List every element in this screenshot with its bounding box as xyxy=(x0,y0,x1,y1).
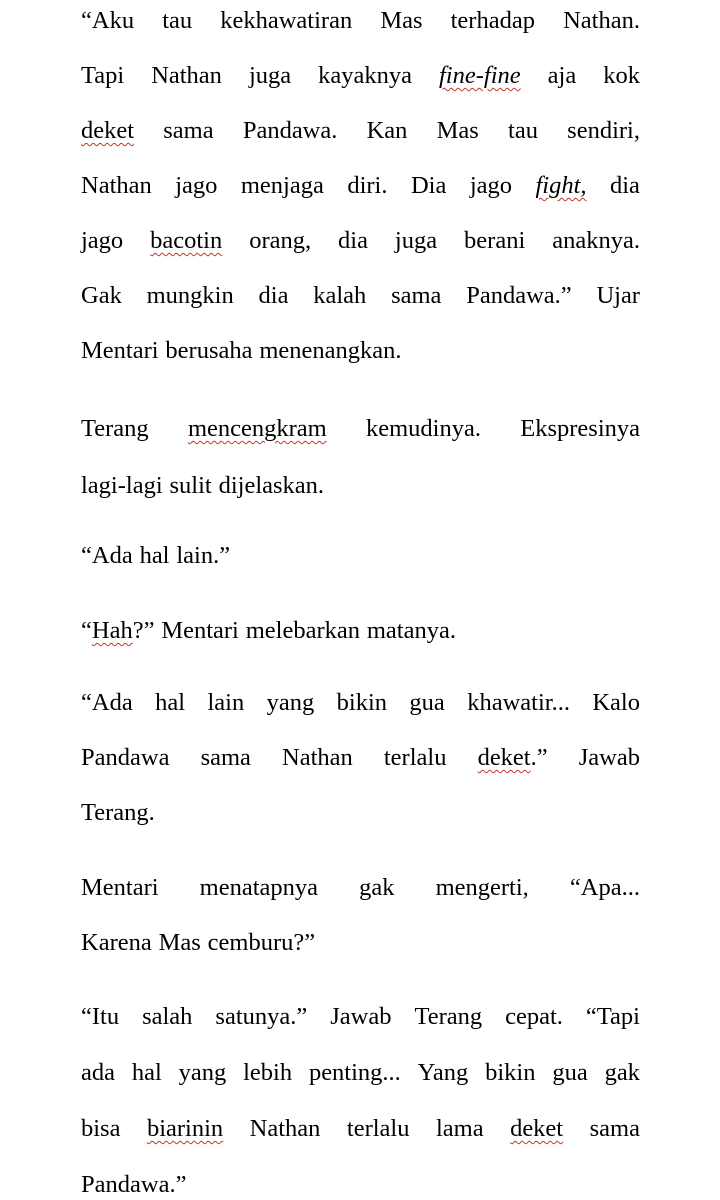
word-group xyxy=(179,1058,227,1088)
word: berusaha xyxy=(165,337,253,364)
word: Terang xyxy=(414,1003,483,1030)
word: dia xyxy=(258,282,289,309)
word: “Ada xyxy=(81,689,133,716)
word: Tapi xyxy=(81,62,125,89)
word: “Tapi xyxy=(585,1003,640,1030)
word-group xyxy=(81,743,169,773)
word: kemudinya. xyxy=(365,415,481,442)
word-group xyxy=(81,414,149,444)
word-group xyxy=(347,1114,410,1144)
word-group xyxy=(510,1114,563,1144)
text-line xyxy=(81,6,640,36)
word-group xyxy=(81,688,133,718)
word-group xyxy=(259,336,401,366)
word: gak xyxy=(604,1059,640,1086)
misspelled-word: fine-fine xyxy=(439,62,521,89)
word: sulit xyxy=(169,472,212,499)
word: matanya. xyxy=(366,617,456,644)
word: gua xyxy=(409,689,445,716)
word: sama xyxy=(589,1115,640,1142)
word: gua xyxy=(552,1059,588,1086)
word: sama xyxy=(391,282,442,309)
word: terlalu xyxy=(383,744,447,771)
word: tau xyxy=(162,7,193,34)
word: Pandawa.” xyxy=(81,1171,187,1198)
word-group xyxy=(411,171,446,201)
word-group xyxy=(81,171,152,201)
text-line xyxy=(81,414,640,444)
word-group xyxy=(563,6,640,36)
word: kekhawatiran xyxy=(220,7,353,34)
text-line xyxy=(81,743,640,773)
word-group xyxy=(366,414,481,444)
word: lain xyxy=(207,689,245,716)
word: Dia xyxy=(410,172,447,199)
word: “Ada xyxy=(81,542,133,569)
text-line xyxy=(81,226,640,256)
word: ?” xyxy=(132,617,155,644)
word: juga xyxy=(394,227,438,254)
word: .” xyxy=(530,744,548,771)
word: bikin xyxy=(485,1059,536,1086)
word: jago xyxy=(469,172,512,199)
word-group xyxy=(200,873,318,903)
word: cepat. xyxy=(505,1003,563,1030)
word-group xyxy=(309,1058,401,1088)
word-group xyxy=(259,281,289,311)
misspelled-word: deket xyxy=(477,744,531,771)
misspelled-word: Hah xyxy=(91,617,133,644)
word: Jawab xyxy=(330,1003,392,1030)
word: jago xyxy=(81,227,124,254)
word-group xyxy=(243,1058,292,1088)
word-group xyxy=(414,1002,482,1032)
word: ada xyxy=(81,1059,115,1086)
word-group xyxy=(313,281,366,311)
word: Nathan xyxy=(81,172,152,199)
word: Pandawa xyxy=(81,744,170,771)
word-group xyxy=(81,541,133,571)
word: cemburu?” xyxy=(207,929,316,956)
word: Terang xyxy=(81,415,149,442)
word-group xyxy=(586,1002,640,1032)
word-group xyxy=(610,171,640,201)
word: Pandawa.” xyxy=(466,282,572,309)
word: bikin xyxy=(336,689,388,716)
word: melebarkan xyxy=(245,617,361,644)
word: orang, xyxy=(249,227,312,254)
word-group xyxy=(147,1114,223,1144)
word-group xyxy=(552,1058,587,1088)
word-group xyxy=(162,6,192,36)
word-group xyxy=(249,226,311,256)
text-line xyxy=(81,116,640,146)
word-group xyxy=(464,226,525,256)
misspelled-word: mencengkram xyxy=(187,415,327,442)
text-line xyxy=(81,688,640,718)
word: kayaknya xyxy=(318,62,412,89)
word-group xyxy=(436,873,529,903)
word-group xyxy=(81,1170,186,1200)
word: jago xyxy=(175,172,218,199)
word-group xyxy=(467,688,570,718)
misspelled-word: fight, xyxy=(535,172,587,199)
word-group xyxy=(161,616,239,646)
word-group xyxy=(163,116,213,146)
text-line xyxy=(81,1002,640,1032)
word: anaknya. xyxy=(552,227,640,254)
word-group xyxy=(592,688,640,718)
word-group xyxy=(81,61,124,91)
misspelled-word: deket xyxy=(81,117,135,144)
word-group xyxy=(147,281,234,311)
word: sendiri, xyxy=(567,117,640,144)
word-group xyxy=(81,471,163,501)
word-group xyxy=(409,688,444,718)
word-group xyxy=(603,61,640,91)
word-group xyxy=(590,1114,640,1144)
word-group xyxy=(140,541,170,571)
text-line xyxy=(81,1114,640,1144)
word-group xyxy=(439,61,521,91)
text-line xyxy=(81,1170,640,1200)
word: salah xyxy=(142,1003,193,1030)
word: dia xyxy=(338,227,368,254)
word: “ xyxy=(81,617,92,644)
word-group xyxy=(570,873,640,903)
text-line xyxy=(81,541,640,571)
word-group xyxy=(505,1002,563,1032)
word-group xyxy=(384,743,447,773)
word: Nathan xyxy=(282,744,353,771)
word: Jawab xyxy=(578,744,640,771)
word: kok xyxy=(603,62,640,89)
word-group xyxy=(552,226,640,256)
word: hal xyxy=(139,542,170,569)
word-group xyxy=(367,116,408,146)
word: Mentari xyxy=(161,617,239,644)
word: sama xyxy=(200,744,251,771)
word: tau xyxy=(508,117,538,144)
word-group xyxy=(380,6,422,36)
word-group xyxy=(436,1114,484,1144)
word-group xyxy=(249,61,291,91)
word-group xyxy=(165,336,252,366)
word-group xyxy=(243,116,338,146)
text-line xyxy=(81,798,640,828)
word: Nathan xyxy=(151,62,222,89)
word: mengerti, xyxy=(435,874,529,901)
word: dia xyxy=(609,172,640,199)
word-group xyxy=(391,281,441,311)
word: Pandawa. xyxy=(242,117,338,144)
word-group xyxy=(188,414,327,444)
word: lagi-lagi xyxy=(81,472,163,499)
word: terhadap xyxy=(450,7,535,34)
word-group xyxy=(159,928,201,958)
word-group xyxy=(81,281,122,311)
text-line xyxy=(81,61,640,91)
word-group xyxy=(81,928,152,958)
word-group xyxy=(81,798,155,828)
word: “Aku xyxy=(81,7,135,34)
word-group xyxy=(548,61,577,91)
word: Mas xyxy=(380,7,423,34)
word: lain.” xyxy=(176,542,231,569)
word-group xyxy=(150,226,222,256)
text-line xyxy=(81,928,640,958)
word: Ekspresinya xyxy=(520,415,640,442)
word-group xyxy=(579,743,640,773)
word: Mas xyxy=(158,929,201,956)
misspelled-word: biarinin xyxy=(146,1115,224,1142)
word: bisa xyxy=(81,1115,121,1142)
word-group xyxy=(81,1058,115,1088)
word-group xyxy=(176,541,230,571)
word-group xyxy=(81,616,154,646)
text-line xyxy=(81,281,640,311)
word: berani xyxy=(464,227,526,254)
word: sama xyxy=(163,117,214,144)
word: yang xyxy=(266,689,315,716)
word: hal xyxy=(155,689,186,716)
word-group xyxy=(81,6,134,36)
text-line xyxy=(81,471,640,501)
word-group xyxy=(246,616,360,646)
word: Nathan. xyxy=(563,7,640,34)
word: kalah xyxy=(313,282,367,309)
word-group xyxy=(132,1058,162,1088)
word: satunya.” xyxy=(215,1003,308,1030)
word: penting... xyxy=(308,1059,401,1086)
misspelled-word: deket xyxy=(510,1115,564,1142)
word-group xyxy=(250,1114,321,1144)
word: Kalo xyxy=(592,689,640,716)
word: Mentari xyxy=(81,337,159,364)
word-group xyxy=(219,471,324,501)
word-group xyxy=(241,171,324,201)
word: lebih xyxy=(243,1059,293,1086)
word-group xyxy=(520,414,640,444)
word: khawatir... xyxy=(467,689,570,716)
word: lama xyxy=(435,1115,484,1142)
word-group xyxy=(175,171,217,201)
word-group xyxy=(567,116,640,146)
word-group xyxy=(338,226,368,256)
word-group xyxy=(347,171,387,201)
word-group xyxy=(330,1002,391,1032)
word-group xyxy=(142,1002,192,1032)
word: juga xyxy=(248,62,292,89)
word-group xyxy=(337,688,387,718)
word: hal xyxy=(131,1059,162,1086)
word-group xyxy=(81,336,159,366)
word-group xyxy=(207,688,244,718)
word-group xyxy=(437,116,479,146)
word-group xyxy=(81,1002,119,1032)
word: Gak xyxy=(81,282,122,309)
word-group xyxy=(596,281,640,311)
word: Terang. xyxy=(81,799,155,826)
word-group xyxy=(451,6,535,36)
word: aja xyxy=(547,62,577,89)
word-group xyxy=(267,688,315,718)
word-group xyxy=(208,928,315,958)
word-group xyxy=(170,471,212,501)
word: menenangkan. xyxy=(259,337,402,364)
word-group xyxy=(81,116,134,146)
word: “Itu xyxy=(81,1003,120,1030)
word: dijelaskan. xyxy=(218,472,325,499)
word-group xyxy=(418,1058,469,1088)
text-line xyxy=(81,171,640,201)
word-group xyxy=(508,116,538,146)
word: “Apa... xyxy=(569,874,640,901)
word: mungkin xyxy=(146,282,234,309)
word: Mentari xyxy=(81,874,159,901)
text-line xyxy=(81,616,640,646)
text-line xyxy=(81,1058,640,1088)
word: Yang xyxy=(417,1059,469,1086)
word-group xyxy=(151,61,222,91)
word-group xyxy=(359,873,394,903)
word-group xyxy=(155,688,185,718)
word: menjaga xyxy=(240,172,324,199)
word: Karena xyxy=(81,929,152,956)
word-group xyxy=(478,743,548,773)
word: Mas xyxy=(436,117,479,144)
word-group xyxy=(220,6,352,36)
word: Ujar xyxy=(596,282,640,309)
word-group xyxy=(318,61,412,91)
word-group xyxy=(466,281,571,311)
word-group xyxy=(282,743,353,773)
word-group xyxy=(470,171,512,201)
word-group xyxy=(367,616,456,646)
word: Nathan xyxy=(249,1115,321,1142)
word-group xyxy=(605,1058,640,1088)
word-group xyxy=(215,1002,307,1032)
word: yang xyxy=(178,1059,227,1086)
word: terlalu xyxy=(346,1115,410,1142)
word: Kan xyxy=(366,117,408,144)
word: menatapnya xyxy=(199,874,319,901)
word-group xyxy=(201,743,251,773)
text-line xyxy=(81,336,640,366)
word-group xyxy=(81,226,123,256)
word-group xyxy=(535,171,586,201)
word: gak xyxy=(359,874,395,901)
word-group xyxy=(81,873,159,903)
word-group xyxy=(485,1058,535,1088)
text-line xyxy=(81,873,640,903)
word-group xyxy=(81,1114,120,1144)
word-group xyxy=(395,226,437,256)
word: diri. xyxy=(347,172,388,199)
misspelled-word: bacotin xyxy=(150,227,223,254)
